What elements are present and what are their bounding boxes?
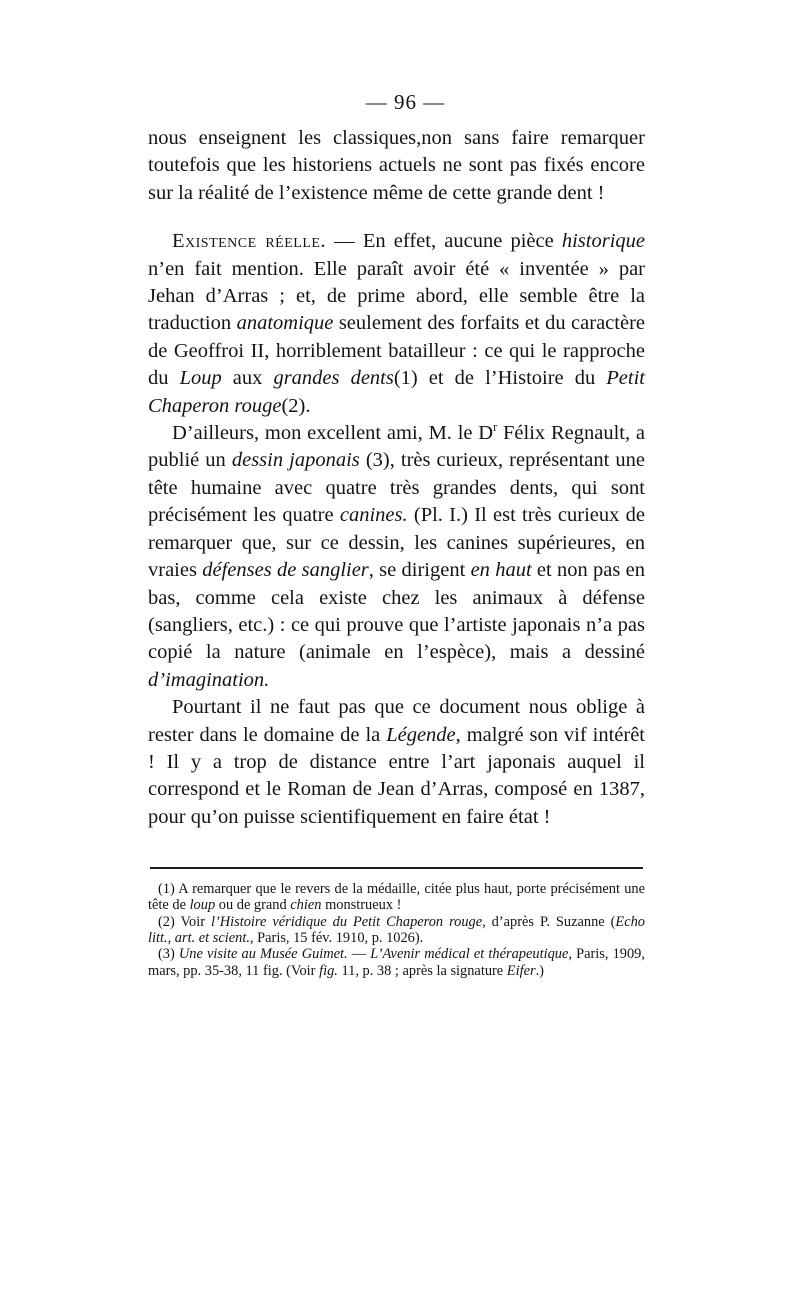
italic-run: Echo litt., art. et scient. bbox=[148, 913, 645, 947]
italic-run: historique bbox=[561, 230, 645, 253]
italic-run: Légende bbox=[386, 723, 456, 746]
text-run: D’ailleurs, mon excellent ami, M. le D bbox=[172, 422, 494, 445]
text-run: .) bbox=[535, 962, 544, 979]
italic-run: dessin japonais bbox=[231, 449, 360, 472]
text-run: (Pl. I.) Il est très curieux de remarquer que, sur ce dessin, les canines supérieures, en vraies bbox=[148, 504, 646, 582]
paragraph-4 bbox=[148, 694, 645, 831]
text-run: ou de grand bbox=[215, 897, 291, 914]
text-run: aux bbox=[221, 367, 274, 390]
text-run: seulement des forfaits et du caractère de Geoffroi II, horriblement batailleur : ce qui le rapproche du bbox=[148, 312, 645, 390]
footnotes bbox=[148, 881, 645, 979]
paragraph-3 bbox=[148, 420, 645, 694]
italic-run: anatomique bbox=[236, 312, 334, 335]
footnote-ref: (1) et de l’Histoire du bbox=[393, 367, 607, 390]
text-run: Pourtant il ne faut pas que ce document nous oblige à rester dans le domaine de la bbox=[148, 696, 645, 746]
text-run: , se dirigent bbox=[368, 559, 471, 582]
italic-run: l’Histoire véridique du Petit Chaperon rouge, bbox=[210, 913, 486, 930]
paragraph-2 bbox=[148, 228, 645, 420]
text-run: (2) Voir bbox=[158, 913, 211, 930]
text-run: d’après P. Suzanne ( bbox=[485, 913, 616, 930]
text-run: , Paris, 15 fév. 1910, p. 1026). bbox=[249, 930, 424, 947]
text-run: (3), très curieux, représentant une tête humaine avec quatre très grandes dents, qui sont précisément les quatre bbox=[148, 449, 645, 527]
italic-run: défenses de sanglier bbox=[202, 559, 369, 582]
text-run: (3) bbox=[158, 946, 179, 963]
text-run: — En effet, aucune pièce bbox=[326, 230, 562, 253]
superscript: r bbox=[493, 420, 498, 435]
footnote-2 bbox=[148, 914, 645, 947]
italic-run: d’imagination. bbox=[148, 668, 270, 691]
text-run: n’en fait mention. Elle paraît avoir été « inventée » par Jehan d’Arras ; et, de prime abord, elle semble être la traduction bbox=[148, 257, 645, 335]
footnote-rule bbox=[150, 867, 643, 869]
italic-run: en haut bbox=[470, 559, 532, 582]
book-page bbox=[148, 90, 645, 979]
text-run: monstrueux ! bbox=[321, 897, 402, 914]
paragraph-1: nous enseignent les classiques,non sans faire remarquer toutefois que les historiens actuels ne sont pas fixés encore sur la réalité de l’existence même de cette grande dent ! bbox=[148, 127, 645, 204]
text-run: Paris, 1909, mars, pp. 35-38, 11 fig. (Voir bbox=[148, 946, 645, 979]
text-run: 11, p. 38 ; après la signature bbox=[337, 962, 507, 979]
italic-run: L’Avenir médical et thérapeutique, bbox=[370, 946, 572, 963]
footnote-3 bbox=[148, 946, 645, 979]
footnote-ref: (2). bbox=[281, 394, 311, 417]
italic-run: loup bbox=[189, 897, 216, 914]
text-run: — bbox=[347, 946, 371, 963]
italic-run: Eifer bbox=[506, 962, 536, 979]
paragraph-gap bbox=[148, 207, 645, 228]
italic-run: fig. bbox=[319, 962, 338, 979]
text-run: Félix Regnault, a publié un bbox=[148, 422, 645, 472]
italic-run: chien bbox=[290, 897, 322, 914]
italic-run: Petit Chaperon rouge bbox=[148, 367, 645, 417]
footnote-1 bbox=[148, 881, 645, 914]
italic-run: Loup bbox=[179, 367, 222, 390]
text-run: , malgré son vif intérêt ! Il y a trop de distance entre l’art japonais auquel il correspond et le Roman de Jean d’Arras, composé en 1387, pour qu’on puisse scientifiquement en faire état ! bbox=[148, 723, 645, 828]
text-run: (1) A remarquer que le revers de la médaille, citée plus haut, porte précisément une tête de bbox=[148, 881, 645, 914]
page-number: — 96 — bbox=[365, 90, 446, 114]
italic-run: Une visite au Musée Guimet. bbox=[178, 946, 348, 963]
section-heading: Existence réelle. bbox=[172, 230, 327, 253]
italic-run: canines. bbox=[339, 504, 408, 527]
italic-run: grandes dents bbox=[273, 367, 394, 390]
text-run: et non pas en bas, comme cela existe chez les animaux à défense (sangliers, etc.) : ce qui prouve que l’artiste japonais n’a pas copié la nature (animale en l’espèce), mais a dessiné bbox=[148, 559, 645, 664]
